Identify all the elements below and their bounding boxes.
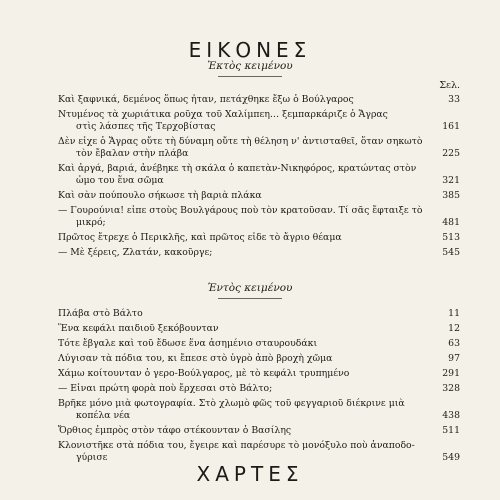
list-item	[58, 398, 460, 422]
entry-page-number: 225	[442, 148, 460, 159]
entry-page-number: 11	[448, 308, 460, 319]
entry-caption: Λύγισαν τὰ πόδια του, κι ἔπεσε στὸ ὑγρὸ ἀπὸ βροχὴ χῶμα	[58, 353, 333, 364]
entry-caption: Ντυμένος τὰ χωριάτικα ροῦχα τοῦ Χαλίμπεη… ξεμπαρκάριζε ὁ Ἄγρας	[58, 109, 388, 120]
list-item	[58, 190, 460, 202]
section-heading-maps: ΧΑΡΤΕΣ	[196, 462, 304, 486]
entry-page-number: 513	[442, 232, 460, 243]
entry-page-number: 321	[442, 175, 460, 186]
entry-caption-continued: ὦμο του ἕνα σῶμα	[76, 175, 164, 186]
entry-caption: Ὄρθιος ἐμπρὸς στὸν τάφο στέκουνταν ὁ Βασίλης	[58, 425, 292, 436]
list-item	[58, 338, 460, 350]
list-item	[58, 247, 460, 259]
list-item	[58, 109, 460, 133]
list-item	[58, 163, 460, 187]
entry-caption: Βρῆκε μόνο μιὰ φωτογραφία. Στὸ χλωμὸ φῶς τοῦ φεγγαριοῦ διέκρινε μιὰ	[58, 398, 405, 409]
subheading-rule	[218, 76, 282, 77]
list-item	[58, 383, 460, 395]
list-item	[58, 368, 460, 380]
entry-caption: Καὶ ξαφνικά, δεμένος ὅπως ἦταν, πετάχθηκε ἔξω ὁ Βούλγαρος	[58, 94, 354, 105]
entry-page-number: 12	[448, 323, 460, 334]
entry-caption-continued: γύρισε	[76, 452, 108, 463]
entry-page-number: 161	[442, 121, 460, 132]
list-item	[58, 353, 460, 365]
entry-page-number: 97	[448, 353, 460, 364]
entry-caption-continued: τὸν ἔβαλαν στὴν πλάβα	[76, 148, 189, 159]
entry-page-number: 33	[448, 94, 460, 105]
list-item	[58, 94, 460, 106]
entry-caption: Χάμω κοίτουνταν ὁ γερο-Βούλγαρος, μὲ τὸ κεφάλι τρυπημένο	[58, 368, 350, 379]
entry-caption: Τότε ἔβγαλε καὶ τοῦ ἔδωσε ἕνα ἀσημένιο σταυρουδάκι	[58, 338, 318, 349]
list-outside-text	[58, 94, 460, 262]
list-item	[58, 425, 460, 437]
entry-caption: Καὶ σὰν πούπουλο σήκωσε τὴ βαριὰ πλάκα	[58, 190, 262, 201]
entry-caption: — Γουρούνια! εἶπε στοὺς Βουλγάρους ποὺ τὸν κρατοῦσαν. Τί σᾶς ἔφταιξε τὸ	[58, 205, 423, 216]
entry-page-number: 481	[442, 217, 460, 228]
entry-page-number: 291	[442, 368, 460, 379]
entry-page-number: 328	[442, 383, 460, 394]
entry-page-number: 438	[442, 410, 460, 421]
entry-caption: Κλονιστῆκε στὰ πόδια του, ἔγειρε καὶ παρέσυρε τὸ μονόξυλο ποὺ ἀναποδο-	[58, 440, 415, 451]
list-item	[58, 323, 460, 335]
entry-page-number: 545	[442, 247, 460, 258]
list-item	[58, 136, 460, 160]
entry-caption: Καὶ ἀργά, βαριά, ἀνέβηκε τὴ σκάλα ὁ καπετὰν-Νικηφόρος, κρατώντας στὸν	[58, 163, 417, 174]
entry-page-number: 511	[442, 425, 460, 436]
list-item	[58, 308, 460, 320]
entry-caption: — Μὲ ξέρεις, Ζλατάν, κακοῦργε;	[58, 247, 213, 258]
entry-caption: Πλάβα στὸ Βάλτο	[58, 308, 143, 319]
subheading-rule-2	[218, 298, 282, 299]
entry-caption-continued: στὶς λάσπες τῆς Τερχοβίστας	[76, 121, 216, 132]
subheading-outside-text: Ἐκτὸς κειμένου	[207, 60, 293, 72]
list-item	[58, 205, 460, 229]
entry-caption: Πρῶτος ἔτρεχε ὁ Περικλῆς, καὶ πρῶτος εἶδε τὸ ἄγριο θέαμα	[58, 232, 342, 243]
subheading-inside-text: Ἐντὸς κειμένου	[207, 282, 293, 294]
entry-page-number: 385	[442, 190, 460, 201]
entry-page-number: 63	[448, 338, 460, 349]
list-item	[58, 440, 460, 464]
entry-caption-continued: μικρό;	[76, 217, 106, 228]
entry-caption-continued: κοπέλα νέα	[76, 410, 131, 421]
entry-caption: Ἕνα κεφάλι παιδιοῦ ξεκόβουνταν	[58, 323, 219, 334]
section-heading-images: ΕΙΚΟΝΕΣ	[188, 38, 312, 62]
list-inside-text	[58, 308, 460, 467]
entry-page-number: 549	[442, 452, 460, 463]
page-column-label: Σελ.	[439, 80, 460, 91]
entry-caption: Δὲν εἶχε ὁ Ἄγρας οὔτε τὴ δύναμη οὔτε τὴ θέληση ν' ἀντισταθεῖ, ὅταν σηκωτὸ	[58, 136, 423, 147]
entry-caption: — Εἶναι πρώτη φορὰ ποὺ ἔρχεσαι στὸ Βάλτο;	[58, 383, 273, 394]
list-item	[58, 232, 460, 244]
